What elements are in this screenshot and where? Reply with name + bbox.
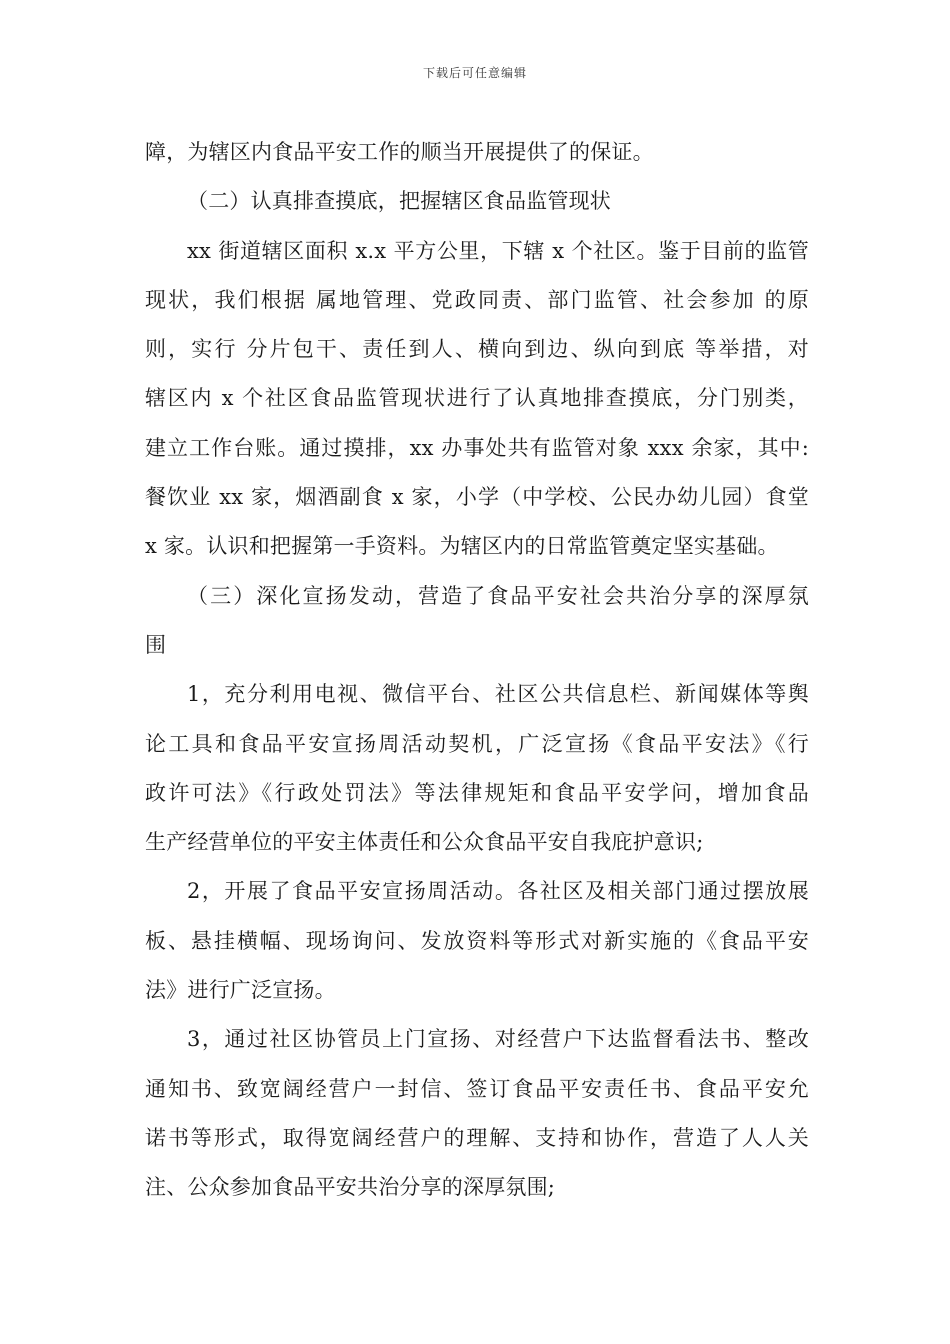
page-header: 下载后可任意编辑 xyxy=(422,66,527,80)
section-heading: （二）认真排查摸底，把握辖区食品监管现状 xyxy=(187,189,611,214)
text-line: 诺书等形式，取得宽阔经营户的理解、支持和协作，营造了人人关 xyxy=(145,1125,809,1150)
text-line: x 家。认识和把握第一手资料。为辖区内的日常监管奠定坚实基础。 xyxy=(145,534,779,559)
text-line: 板、悬挂横幅、现场询问、发放资料等形式对新实施的《食品平安 xyxy=(145,928,809,953)
text-line: 3，通过社区协管员上门宣扬、对经营户下达监督看法书、整改 xyxy=(187,1027,809,1052)
text-line: 注、公众参加食品平安共治分享的深厚氛围; xyxy=(145,1175,556,1200)
text-line: 餐饮业 xx 家，烟酒副食 x 家，小学（中学校、公民办幼儿园）食堂 xyxy=(145,485,809,510)
text-line: 现状，我们根据 属地管理、党政同责、部门监管、社会参加 的原 xyxy=(145,287,809,312)
text-line: xx 街道辖区面积 x.x 平方公里，下辖 x 个社区。鉴于目前的监管 xyxy=(187,238,809,263)
text-line: 政许可法》《行政处罚法》等法律规矩和食品平安学问，增加食品 xyxy=(145,780,809,805)
text-line: 则，实行 分片包干、责任到人、横向到边、纵向到底 等举措，对 xyxy=(145,337,809,362)
text-line: 法》进行广泛宣扬。 xyxy=(145,978,336,1003)
text-line: 建立工作台账。通过摸排，xx 办事处共有监管对象 xxx 余家，其中: xyxy=(145,435,809,460)
section-heading: 围 xyxy=(145,632,167,657)
text-line: 生产经营单位的平安主体责任和公众食品平安自我庇护意识; xyxy=(145,830,704,855)
text-line: 通知书、致宽阔经营户一封信、签订食品平安责任书、食品平安允 xyxy=(145,1076,809,1101)
text-line: 1，充分利用电视、微信平台、社区公共信息栏、新闻媒体等舆 xyxy=(187,682,809,707)
document-body xyxy=(145,128,809,1213)
text-line: 辖区内 x 个社区食品监管现状进行了认真地排查摸底，分门别类， xyxy=(145,386,809,411)
section-heading: （三）深化宣扬发动，营造了食品平安社会共治分享的深厚氛 xyxy=(187,583,809,608)
text-line: 障，为辖区内食品平安工作的顺当开展提供了的保证。 xyxy=(145,140,654,164)
text-line: 2，开展了食品平安宣扬周活动。各社区及相关部门通过摆放展 xyxy=(187,879,809,904)
text-line: 论工具和食品平安宣扬周活动契机，广泛宣扬《食品平安法》《行 xyxy=(145,731,809,756)
